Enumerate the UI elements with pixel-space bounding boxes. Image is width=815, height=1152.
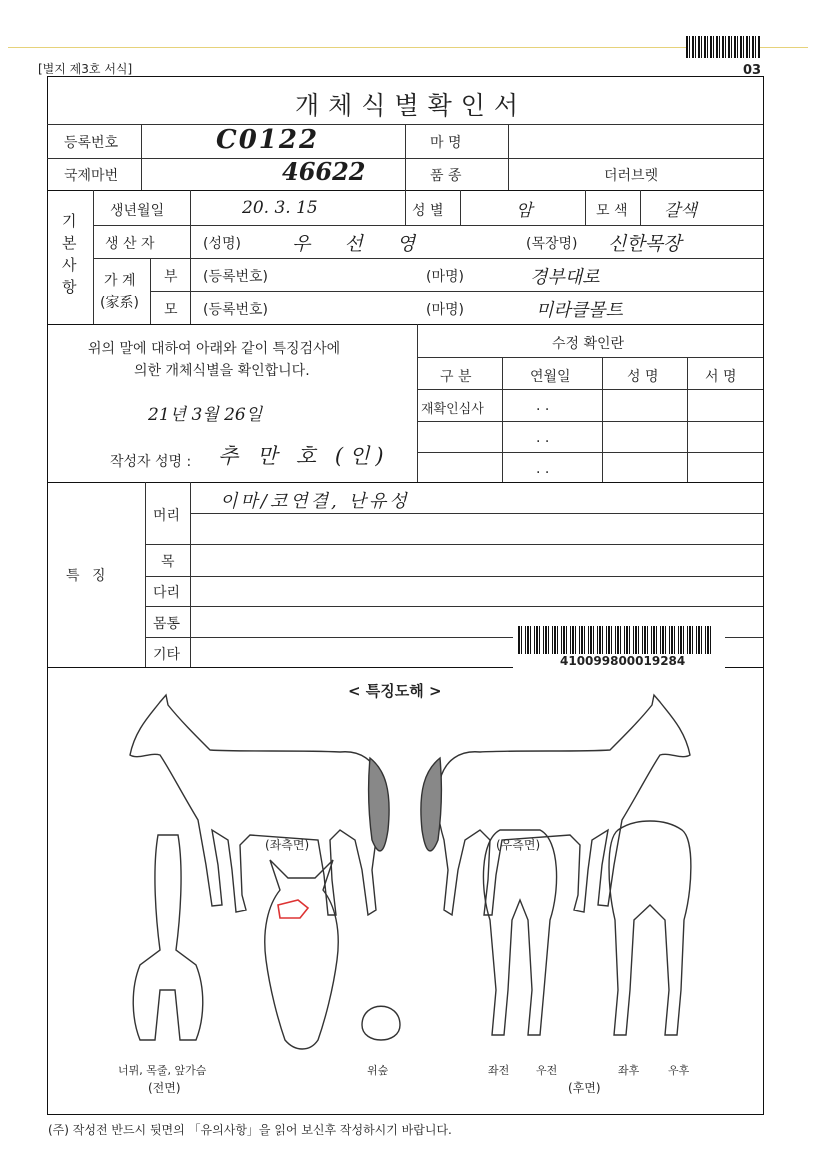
front-legs-outline — [483, 830, 556, 1035]
author-sign: 추 만 호 (인) — [218, 444, 390, 468]
rear-right-label: 우후 — [668, 1064, 690, 1077]
amend-header-name: 성 명 — [627, 369, 659, 385]
sire-name-tag: (마명) — [426, 269, 464, 285]
right-side-label: (우측면) — [496, 838, 541, 852]
pedigree-hanja: (家系) — [100, 295, 139, 311]
features-label: 특 징 — [66, 568, 110, 584]
diagram-title: < 특징도해 > — [348, 682, 442, 700]
dam-name-tag: (마명) — [426, 302, 464, 318]
feature-label-other: 기타 — [153, 647, 181, 663]
sire-name: 경부대로 — [530, 267, 600, 288]
amend-header-date: 연월일 — [530, 369, 571, 385]
muzzle-outline — [362, 1006, 400, 1040]
feature-value-head: 이마/코연결, 난유성 — [220, 491, 410, 512]
color-label: 모 색 — [596, 203, 628, 219]
amend-row-3-date: . . — [536, 461, 550, 477]
farm-tag: (목장명) — [526, 236, 578, 252]
horse-name-label: 마 명 — [430, 135, 462, 151]
rear-left-label: 좌후 — [618, 1064, 640, 1077]
top-barcode — [686, 36, 760, 58]
head-outline — [265, 860, 338, 1049]
front-right-label: 우전 — [536, 1064, 558, 1077]
dam-name: 미라클몰트 — [536, 300, 623, 321]
basic-info-label: 기본사항 — [62, 212, 77, 296]
birth-value: 20. 3. 15 — [242, 198, 318, 218]
muzzle-caption: 위숲 — [367, 1064, 389, 1077]
intl-no-value: 46622 — [282, 157, 366, 186]
reg-no-value: C0122 — [216, 125, 320, 155]
sex-label: 성 별 — [412, 203, 444, 219]
horse-diagram — [100, 690, 720, 1085]
front-neck-outline — [133, 835, 203, 1040]
amend-header-type: 구 분 — [440, 369, 472, 385]
right-horse-tail — [421, 758, 441, 851]
rear-view-outline — [609, 821, 691, 1035]
front-caption: 너뮈, 목줄, 앞가슴 — [118, 1064, 207, 1077]
head-marking — [278, 900, 308, 918]
front-left-label: 좌전 — [488, 1064, 510, 1077]
confirm-text-2: 의한 개체식별을 확인합니다. — [134, 363, 310, 379]
breed-label: 품 종 — [430, 168, 462, 184]
front-label: (전면) — [148, 1081, 181, 1095]
feature-label-legs: 다리 — [153, 585, 181, 601]
amend-title: 수정 확인란 — [552, 336, 625, 352]
sire-label: 부 — [164, 269, 178, 285]
page-title: 개체식별확인서 — [295, 91, 528, 120]
producer-name: 우 선 영 — [292, 233, 430, 255]
amend-row-2-date: . . — [536, 430, 550, 446]
left-horse-tail — [369, 758, 389, 851]
sire-reg-tag: (등록번호) — [203, 269, 269, 285]
farm-name: 신한목장 — [608, 233, 682, 255]
intl-no-label: 국제마번 — [64, 168, 119, 184]
page-number: 03 — [743, 63, 762, 78]
barcode-bars — [518, 626, 714, 654]
feature-label-body: 몸통 — [153, 616, 181, 632]
amend-row-1-date: . . — [536, 398, 550, 414]
dam-label: 모 — [164, 302, 178, 318]
confirm-text-1: 위의 말에 대하여 아래와 같이 특징검사에 — [88, 341, 341, 357]
left-horse-outline — [130, 695, 383, 915]
feature-label-neck: 목 — [161, 554, 175, 570]
dam-reg-tag: (등록번호) — [203, 302, 269, 318]
feature-label-head: 머리 — [153, 508, 181, 524]
birth-label: 생년월일 — [110, 203, 165, 219]
producer-label: 생 산 자 — [105, 236, 155, 252]
breed-value: 더러브렛 — [604, 168, 659, 184]
barcode-number: 410099800019284 — [560, 654, 686, 668]
form-label: [별지 제3호 서식] — [38, 62, 133, 76]
sex-value: 암 — [516, 201, 533, 221]
rear-label: (후면) — [568, 1081, 601, 1095]
author-label: 작성자 성명 : — [110, 454, 192, 470]
color-value: 갈색 — [664, 201, 697, 221]
amend-header-sign: 서 명 — [705, 369, 737, 385]
pedigree-label: 가 계 — [104, 273, 136, 289]
confirm-date: 21년 3월 26일 — [148, 405, 263, 425]
reg-no-label: 등록번호 — [64, 135, 119, 151]
producer-name-tag: (성명) — [203, 236, 241, 252]
left-side-label: (좌측면) — [265, 838, 310, 852]
amend-row-1-type: 재확인심사 — [421, 402, 484, 417]
footnote: (주) 작성전 반드시 뒷면의 「유의사항」을 읽어 보신후 작성하시기 바랍니다. — [48, 1123, 452, 1137]
right-horse-outline — [437, 695, 690, 915]
